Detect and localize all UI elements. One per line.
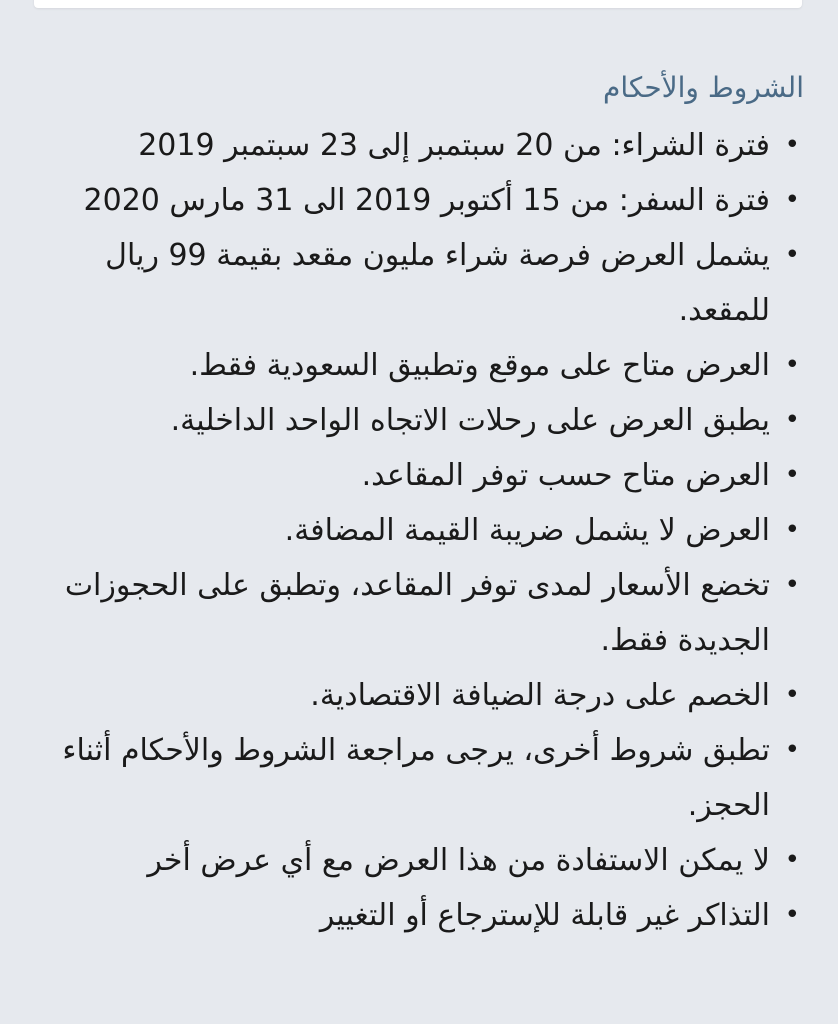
bullet-icon: • — [784, 735, 800, 765]
bullet-icon: • — [784, 460, 800, 490]
bullet-icon: • — [784, 680, 800, 710]
bullet-icon: • — [784, 900, 800, 930]
term-text: العرض متاح على موقع وتطبيق السعودية فقط. — [189, 348, 770, 383]
terms-list-item — [26, 503, 804, 558]
bullet-icon: • — [784, 515, 800, 545]
terms-list-item — [26, 448, 804, 503]
bullet-icon: • — [784, 130, 800, 160]
terms-list-item — [26, 228, 804, 338]
bullet-icon: • — [784, 845, 800, 875]
terms-list — [26, 118, 804, 943]
terms-list-item — [26, 173, 804, 228]
terms-list-item — [26, 833, 804, 888]
terms-list-item — [26, 888, 804, 943]
terms-list-item — [26, 668, 804, 723]
terms-section — [26, 66, 804, 943]
term-text: يطبق العرض على رحلات الاتجاه الواحد الداخلية. — [170, 403, 770, 438]
previous-card-edge — [34, 0, 802, 8]
bullet-icon: • — [784, 570, 800, 600]
terms-list-item — [26, 558, 804, 668]
bullet-icon: • — [784, 350, 800, 380]
term-text: لا يمكن الاستفادة من هذا العرض مع أي عرض أخر — [147, 843, 770, 878]
terms-list-item — [26, 118, 804, 173]
term-text: فترة الشراء: من 20 سبتمبر إلى 23 سبتمبر 2019 — [138, 128, 770, 163]
terms-list-item — [26, 723, 804, 833]
term-text: تخضع الأسعار لمدى توفر المقاعد، وتطبق على الحجوزات الجديدة فقط. — [64, 568, 770, 658]
term-text: العرض متاح حسب توفر المقاعد. — [361, 458, 770, 493]
bullet-icon: • — [784, 240, 800, 270]
term-text: يشمل العرض فرصة شراء مليون مقعد بقيمة 99 ريال للمقعد. — [105, 238, 770, 328]
bullet-icon: • — [784, 405, 800, 435]
terms-list-item — [26, 393, 804, 448]
section-title: الشروط والأحكام — [603, 71, 804, 104]
term-text: التذاكر غير قابلة للإسترجاع أو التغيير — [319, 898, 770, 933]
term-text: الخصم على درجة الضيافة الاقتصادية. — [310, 678, 770, 713]
term-text: تطبق شروط أخرى، يرجى مراجعة الشروط والأحكام أثناء الحجز. — [62, 733, 770, 823]
terms-list-item — [26, 338, 804, 393]
term-text: العرض لا يشمل ضريبة القيمة المضافة. — [284, 513, 770, 548]
term-text: فترة السفر: من 15 أكتوبر 2019 الى 31 مارس 2020 — [83, 183, 770, 218]
bullet-icon: • — [784, 185, 800, 215]
